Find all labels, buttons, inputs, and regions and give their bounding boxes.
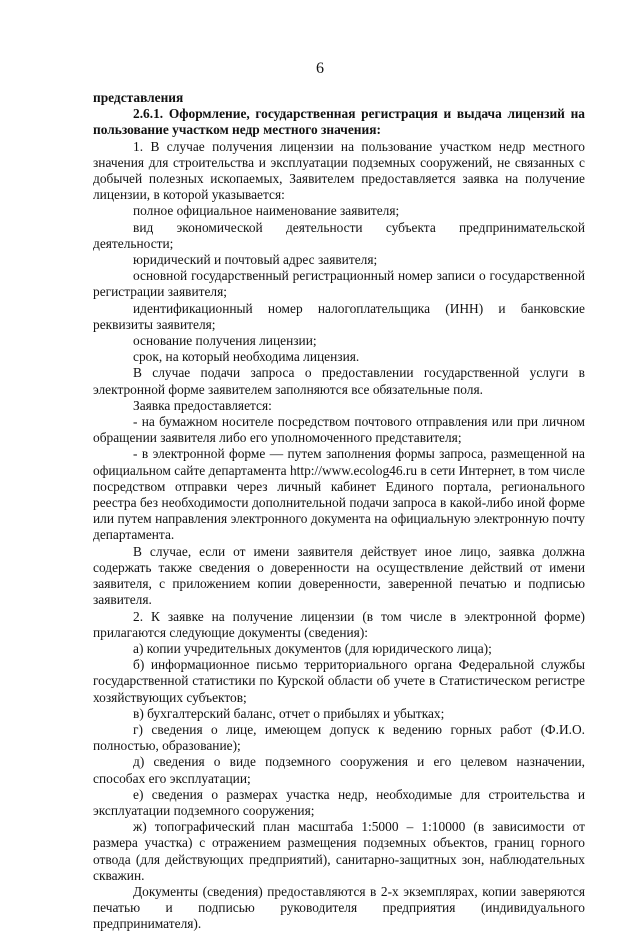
list-item: полное официальное наименование заявителя; <box>133 203 400 219</box>
paragraph-item-2: 2. К заявке на получение лицензии (в том числе в электронной форме) прилагаются следующие документы (сведения): <box>93 608 585 640</box>
list-item: идентификационный номер налогоплательщика (ИНН) и банковские реквизиты заявителя; <box>93 300 585 332</box>
page-number: 6 <box>316 60 324 77</box>
list-item: б) информационное письмо территориального органа Федеральной службы государственной статистики по Курской области об учете в Статистическом регистре хозяйствующих субъектов; <box>93 657 585 705</box>
list-item: вид экономической деятельности субъекта предпринимательской деятельности; <box>93 219 585 251</box>
list-item: юридический и почтовый адрес заявителя; <box>133 252 378 268</box>
list-item: основание получения лицензии; <box>133 333 317 349</box>
list-item: основной государственный регистрационный номер записи о государственной регистрации заявителя; <box>93 268 585 300</box>
list-item: ж) топографический план масштаба 1:5000 – 1:10000 (в зависимости от размера участка) с отражением размещения подземных объектов, границ горного отвода (для действующих предприятий), санитарно-защитных зон, наблюдательных скважин. <box>93 819 585 883</box>
document-body <box>93 90 585 933</box>
list-item: срок, на который необходима лицензия. <box>133 349 360 365</box>
section-continuation: представления <box>93 90 184 105</box>
list-item: е) сведения о размерах участка недр, необходимые для строительства и эксплуатации подземного сооружения; <box>93 786 585 818</box>
list-item: - на бумажном носителе посредством почтового отправления или при личном обращении заявителя либо его уполномоченного представителя; <box>93 414 585 446</box>
list-item: в) бухгалтерский баланс, отчет о прибылях и убытках; <box>133 705 445 721</box>
list-item: д) сведения о виде подземного сооружения и его целевом назначении, способах его эксплуатации; <box>93 754 585 786</box>
list-item: а) копии учредительных документов (для юридического лица); <box>133 640 492 656</box>
paragraph: В случае подачи запроса о предоставлении государственной услуги в электронной форме заявителем заполняются все обязательные поля. <box>93 365 585 397</box>
list-item: - в электронной форме — путем заполнения формы запроса, размещенной на официальном сайте департамента http://www.ecolog46.ru в сети Интернет, в том числе посредством отправки через личный кабинет Единого портала, регионального реестра без необходимости дополнительной подачи запроса в какой-либо иной форме или путем направления электронного документа на официальную электронную почту департамента. <box>93 446 585 543</box>
paragraph-item-1: 1. В случае получения лицензии на пользование участком недр местного значения для строительства и эксплуатации подземных сооружений, не связанных с добычей полезных ископаемых, Заявителем предоставляется заявка на получение лицензии, в которой указывается: <box>93 138 585 203</box>
list-item: г) сведения о лице, имеющем допуск к ведению горных работ (Ф.И.О. полностью, образование); <box>93 721 585 754</box>
paragraph: Заявка предоставляется: <box>133 397 272 413</box>
section-heading: 2.6.1. Оформление, государственная регистрация и выдача лицензий на пользование участком недр местного значения: <box>93 106 585 138</box>
paragraph: Документы (сведения) предоставляются в 2-х экземплярах, копии заверяются печатью и подписью руководителя предприятия (индивидуального предпринимателя). <box>93 883 585 932</box>
paragraph: В случае, если от имени заявителя действует иное лицо, заявка должна содержать также сведения о доверенности на осуществление действий от имени заявителя, с приложением копии доверенности, заверенной печатью и подписью заявителя. <box>93 543 585 608</box>
